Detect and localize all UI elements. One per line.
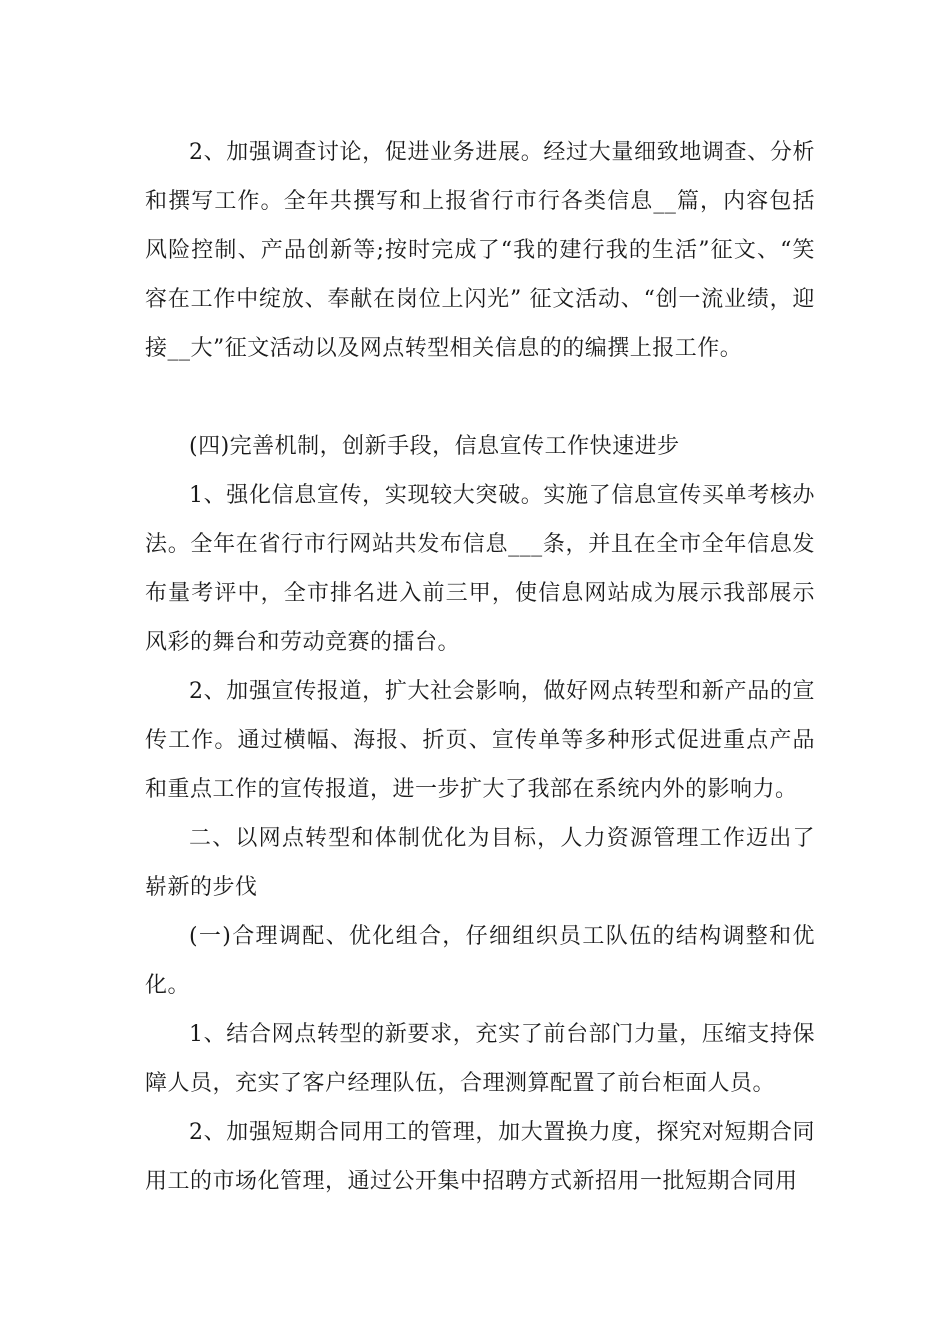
document-body xyxy=(145,128,815,1206)
paragraph-network-transformation: 1、结合网点转型的新要求，充实了前台部门力量，压缩支持保障人员，充实了客户经理队伍，合理测算配置了前台柜面人员。 xyxy=(145,1022,815,1096)
paragraph-research-discussion: 2、加强调查讨论，促进业务进展。经过大量细致地调查、分析和撰写工作。全年共撰写和上报省行市行各类信息__篇，内容包括风险控制、产品创新等;按时完成了“我的建行我的生活”征文、“笑容在工作中绽放、奉献在岗位上闪光” 征文活动、“创一流业绩，迎接__大”征文活动以及网点转型相关信息的的编撰上报工作。 xyxy=(145,140,815,361)
section-heading-human-resources: 二、以网点转型和体制优化为目标，人力资源管理工作迈出了崭新的步伐 xyxy=(145,826,815,900)
paragraph-publicity-reporting: 2、加强宣传报道，扩大社会影响，做好网点转型和新产品的宣传工作。通过横幅、海报、折页、宣传单等多种形式促进重点产品和重点工作的宣传报道，进一步扩大了我部在系统内外的影响力。 xyxy=(145,679,815,802)
subsection-heading-staff-adjustment: (一)合理调配、优化组合，仔细组织员工队伍的结构调整和优化。 xyxy=(145,924,815,998)
paragraph-strengthen-publicity: 1、强化信息宣传，实现较大突破。实施了信息宣传买单考核办法。全年在省行市行网站共发布信息___条，并且在全市全年信息发布量考评中，全市排名进入前三甲，使信息网站成为展示我部展示风彩的舞台和劳动竞赛的擂台。 xyxy=(145,483,815,655)
section-heading-information-publicity: (四)完善机制，创新手段，信息宣传工作快速进步 xyxy=(189,434,680,459)
paragraph-short-term-contracts: 2、加强短期合同用工的管理，加大置换力度，探究对短期合同用工的市场化管理，通过公开集中招聘方式新招用一批短期合同用 xyxy=(145,1120,815,1194)
